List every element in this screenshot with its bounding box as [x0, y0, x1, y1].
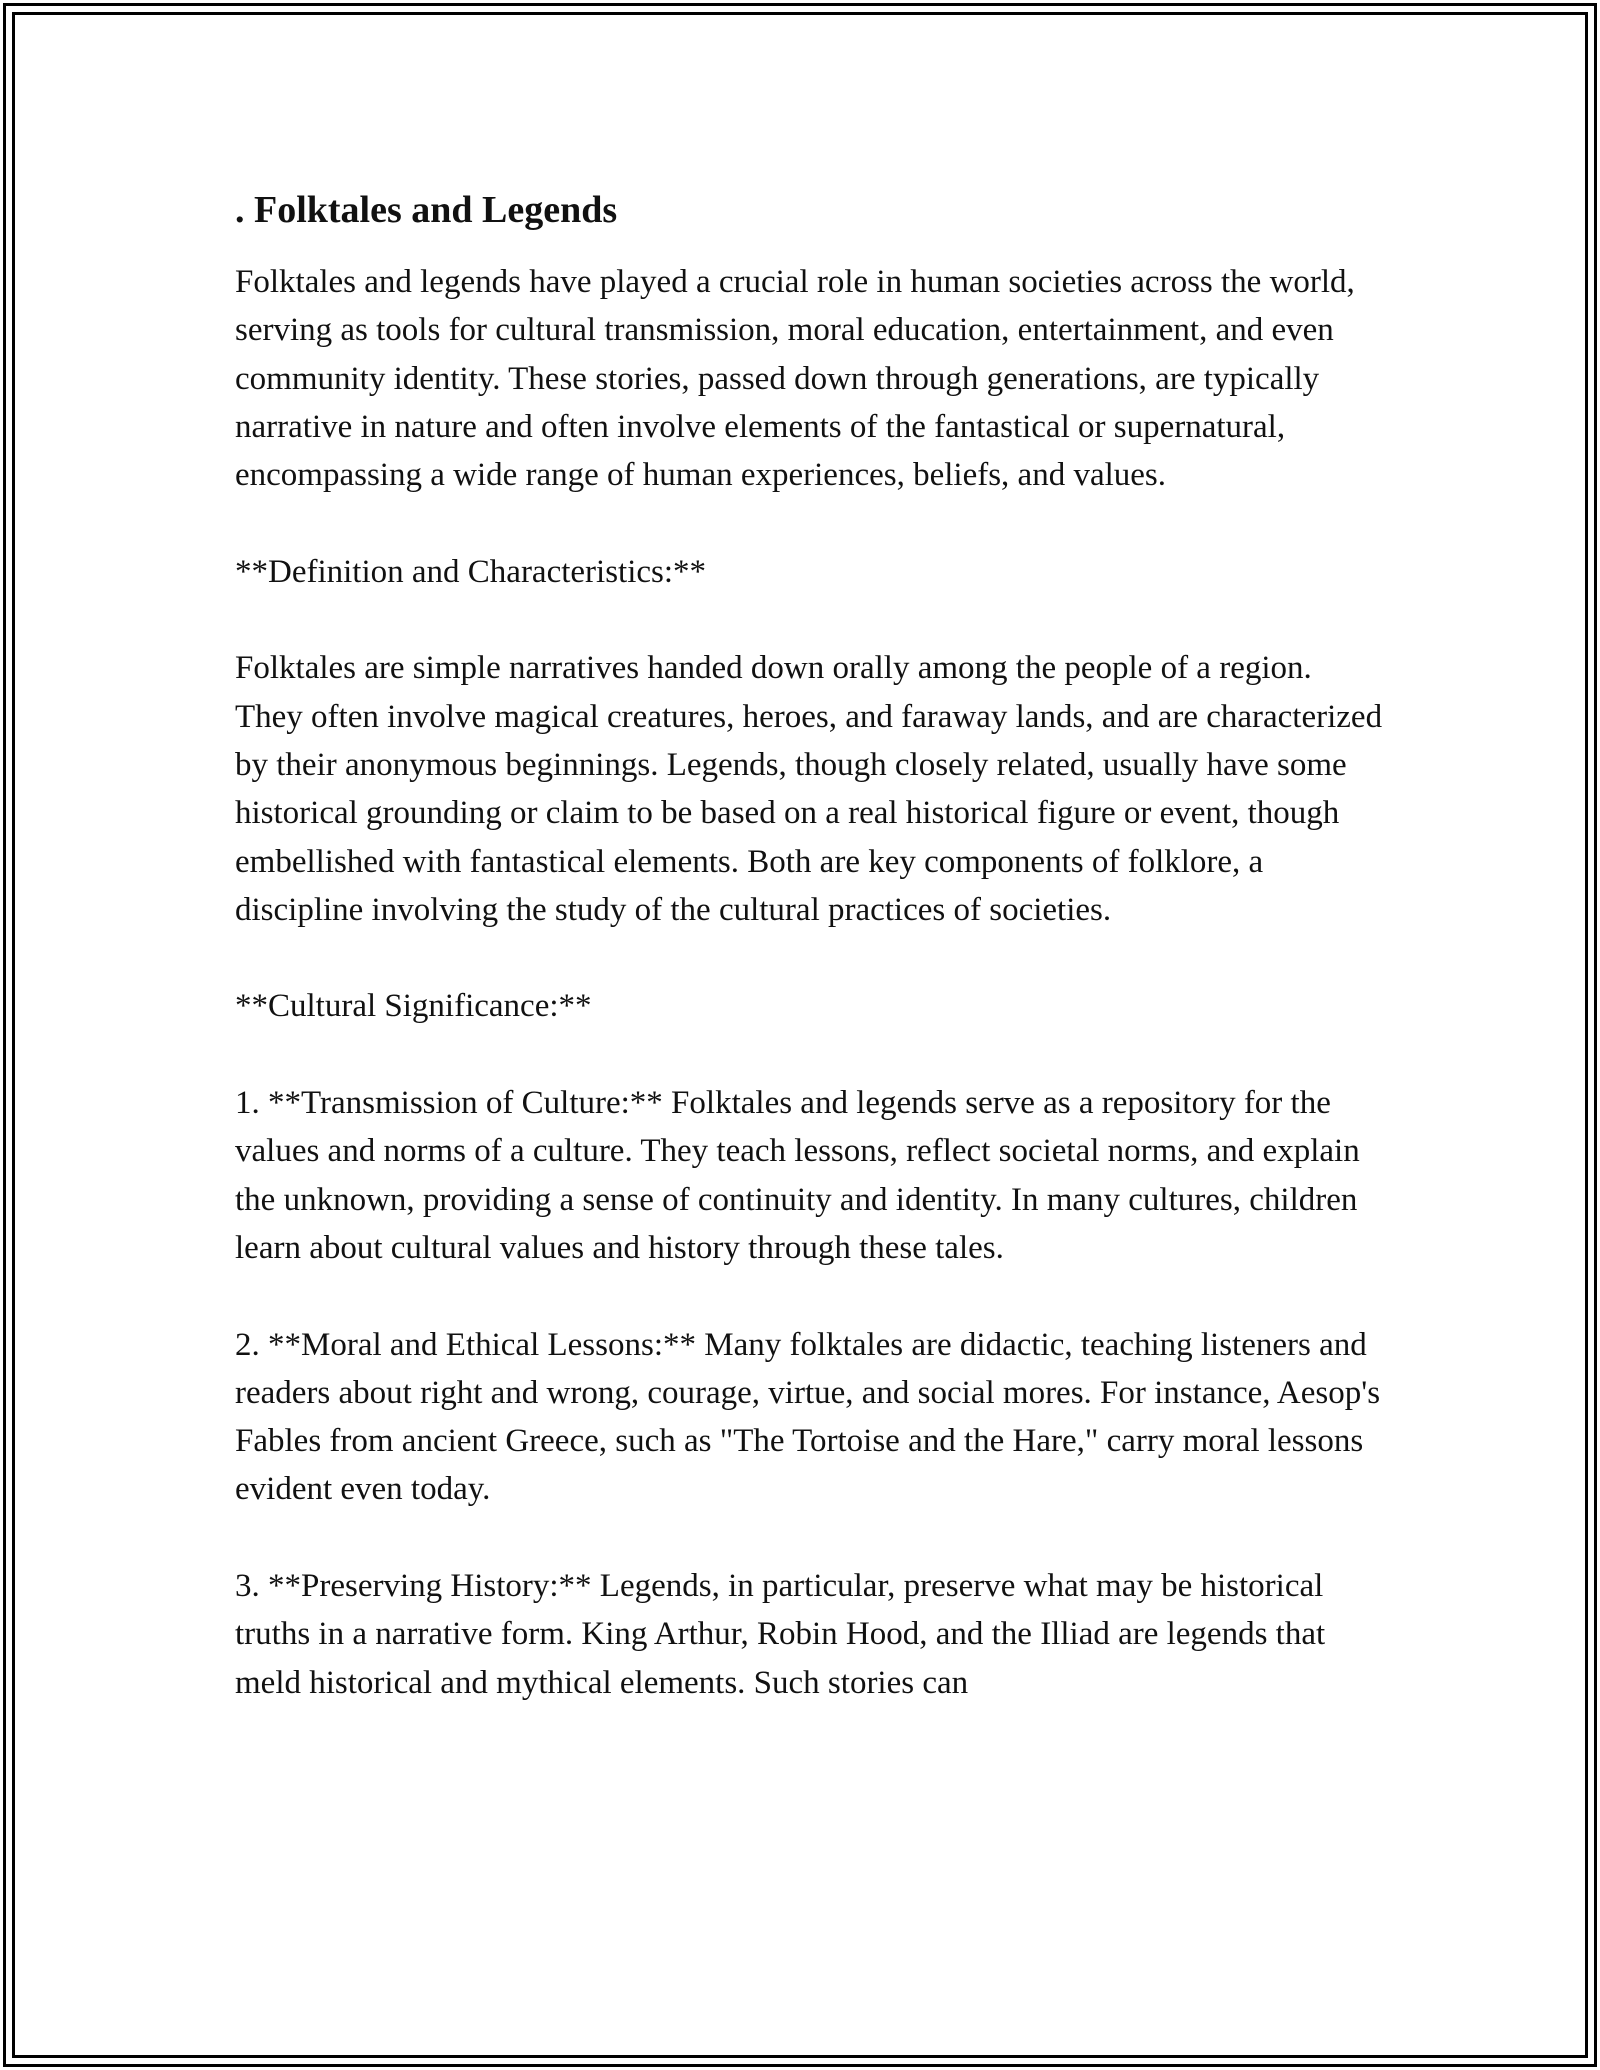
paragraph-intro: Folktales and legends have played a crucial role in human societies across the world, serving as tools for cultural transmission, moral education, entertainment, and even community identity. These stories, passed down through generations, are typically narrative in nature and often involve elements of the fantastical or supernatural, encompassing a wide range of human experiences, beliefs, and values.: [235, 264, 1355, 494]
list-item-preserving-history: 3. **Preserving History:** Legends, in particular, preserve what may be historical truths in a narrative form. King Arthur, Robin Hood, and the Illiad are legends that meld historical and mythical elements. Such stories can: [235, 1568, 1326, 1701]
list-item-transmission: 1. **Transmission of Culture:** Folktales and legends serve as a repository for the values and norms of a culture. They teach lessons, reflect societal norms, and explain the unknown, providing a sense of continuity and identity. In many cultures, children learn about cultural values and history through these tales.: [235, 1085, 1360, 1266]
paragraph-definition: Folktales are simple narratives handed down orally among the people of a region. They often involve magical creatures, heroes, and faraway lands, and are characterized by their anonymous beginnings. Legends, though closely related, usually have some historical grounding or claim to be based on a real historical figure or event, though embellished with fantastical elements. Both are key components of folklore, a discipline involving the study of the cultural practices of societies.: [235, 650, 1383, 928]
document-title: . Folktales and Legends: [235, 189, 618, 231]
heading-definition: **Definition and Characteristics:**: [235, 553, 707, 590]
document-body: [235, 184, 1385, 1707]
heading-cultural-significance: **Cultural Significance:**: [235, 988, 592, 1025]
list-item-moral-lessons: 2. **Moral and Ethical Lessons:** Many folktales are didactic, teaching listeners and readers about right and wrong, courage, virtue, and social mores. For instance, Aesop's Fables from ancient Greece, such as "The Tortoise and the Hare," carry moral lessons evident even today.: [235, 1326, 1381, 1508]
